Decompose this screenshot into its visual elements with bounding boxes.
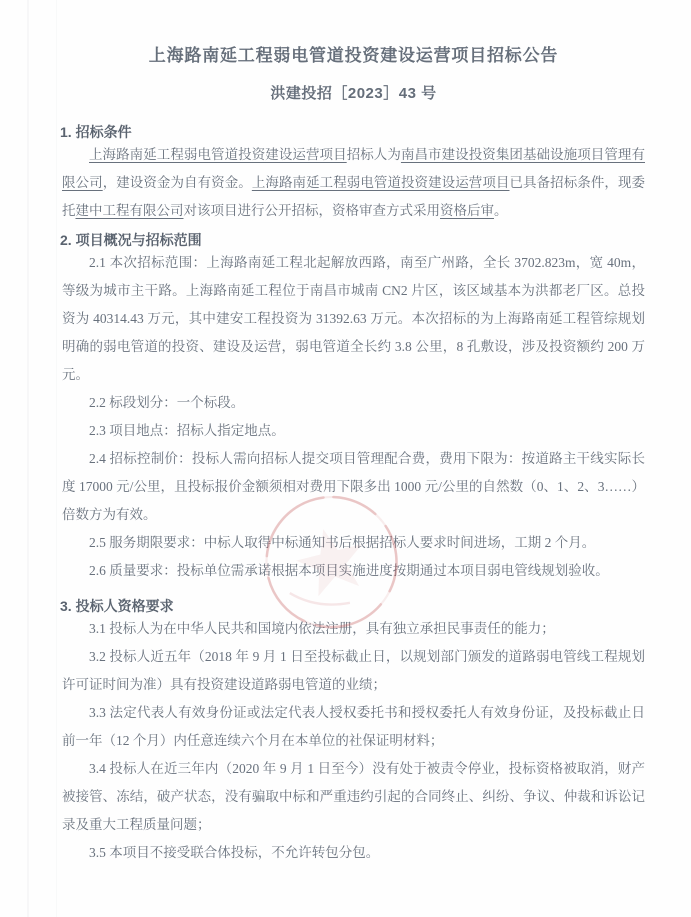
clause-2-6: 2.6 质量要求：投标单位需承诺根据本项目实施进度按期通过本项目弱电管线规划验收。: [89, 563, 609, 578]
underlined-text: 资格后审: [440, 203, 494, 218]
clause-2-2: 2.2 标段划分：一个标段。: [89, 395, 245, 410]
clause-3-2: 3.2 投标人近五年（2018 年 9 月 1 日至投标截止日，以规划部门颁发的道路弱电管线工程规划许可证时间为准）具有投资建设道路弱电管道的业绩；: [62, 649, 645, 692]
scan-artifact-line: [27, 0, 29, 917]
plain-text: 。: [494, 203, 508, 218]
plain-text: 已具备招标条件，现委托: [62, 175, 646, 218]
underlined-text: 建中工程有限公司: [75, 203, 184, 218]
clause-3-5: 3.5 本项目不接受联合体投标，不允许转包分包。: [89, 845, 380, 860]
document-title: 上海路南延工程弱电管道投资建设运营项目招标公告: [148, 46, 559, 65]
underlined-text: 南昌市建设投资集团基础设施项目管理有限公司: [62, 147, 645, 190]
clause-3-3: 3.3 法定代表人有效身份证或法定代表人授权委托书和授权委托人有效身份证，及投标截止日前一年（12 个月）内任意连续六个月在本单位的社保证明材料；: [62, 705, 645, 748]
scan-artifact-line: [56, 0, 57, 917]
plain-text: 招标人为: [346, 147, 401, 162]
section-1-intro-paragraph: [62, 141, 645, 225]
plain-text: ，建设资金为自有资金。: [102, 175, 252, 190]
section-3-heading: 3. 投标人资格要求: [60, 598, 174, 614]
clause-2-3: 2.3 项目地点：招标人指定地点。: [89, 423, 285, 438]
clause-3-1: 3.1 投标人为在中华人民共和国境内依法注册，具有独立承担民事责任的能力；: [89, 621, 555, 636]
clause-2-1: 2.1 本次招标范围：上海路南延工程北起解放西路，南至广州路，全长 3702.823m，宽 40m，等级为城市主干路。上海路南延工程位于南昌市城南 CN2 片区，该区域基本为洪都老厂区。总投资为 40314.43 万元，其中建安工程投资为 31392.63 万元。本次招标的为上海路南延工程管综规划明确的弱电管道的投资、建设及运营，弱电管道全长约 3.8 公里，8 孔敷设，涉及投资额约 200 万元。: [62, 255, 645, 382]
clause-2-4: 2.4 招标控制价：投标人需向招标人提交项目管理配合费，费用下限为：按道路主干线实际长度 17000 元/公里，且投标报价金额须相对费用下限多出 1000 元/公里的自然数（0、1、2、3……）倍数方为有效。: [62, 451, 645, 522]
clause-3-4: 3.4 投标人在近三年内（2020 年 9 月 1 日至今）没有处于被责令停业，投标资格被取消，财产被接管、冻结，破产状态，没有骗取中标和严重违约引起的合同终止、纠纷、争议、仲裁和诉讼记录及重大工程质量问题；: [62, 761, 645, 832]
clause-2-5: 2.5 服务期限要求：中标人取得中标通知书后根据招标人要求时间进场，工期 2 个月。: [89, 535, 596, 550]
section-1-heading: 1. 招标条件: [60, 124, 132, 140]
underlined-text: 上海路南延工程弱电管道投资建设运营项目: [89, 147, 347, 162]
plain-text: 对该项目进行公开招标，资格审查方式采用: [183, 203, 440, 218]
document-number: 洪建投招［2023］43 号: [270, 85, 437, 102]
section-2-heading: 2. 项目概况与招标范围: [60, 232, 202, 248]
underlined-text: 上海路南延工程弱电管道投资建设运营项目: [251, 175, 510, 190]
document-content: [62, 46, 645, 867]
